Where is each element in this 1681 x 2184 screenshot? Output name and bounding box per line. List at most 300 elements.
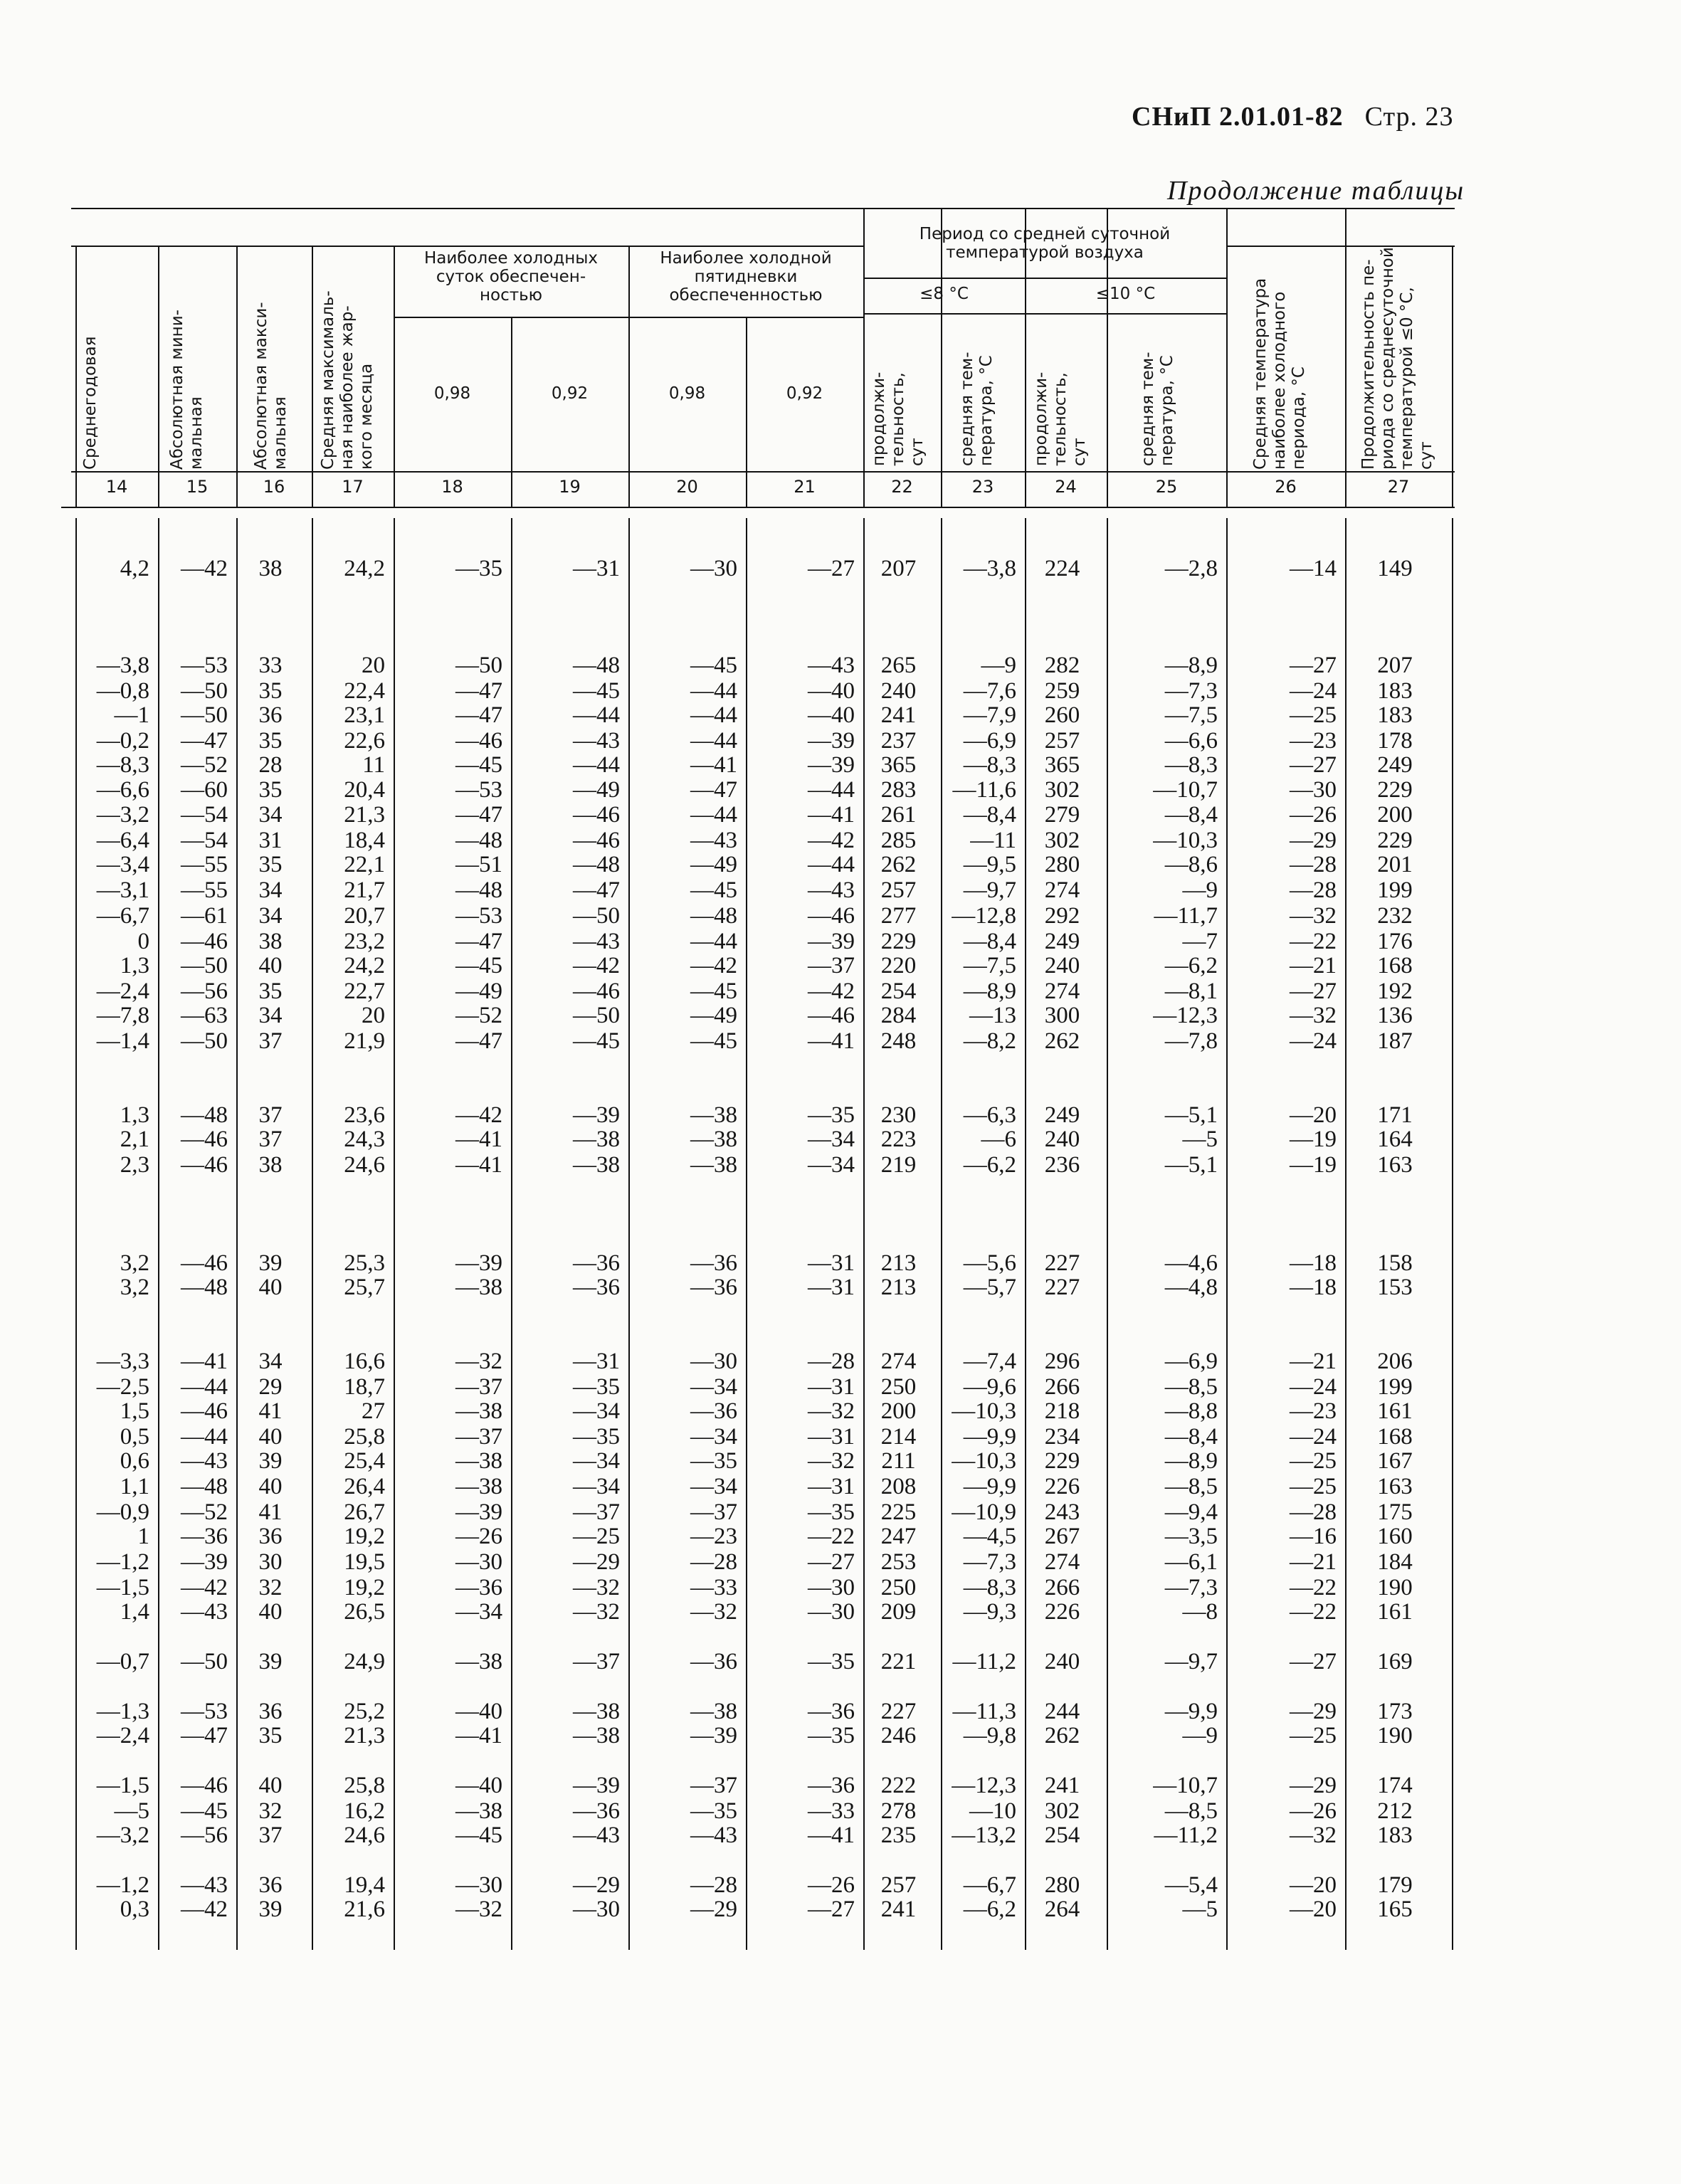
table-cell: 234 (1044, 1424, 1080, 1450)
table-cell: —9,6 (963, 1374, 1016, 1400)
table-cell: —63 (181, 1003, 228, 1028)
table-cell: —48 (455, 877, 502, 903)
table-cell: 20,4 (344, 777, 385, 803)
table-cell: —53 (455, 903, 502, 929)
header-c23: средняя тем- пература, °С (958, 352, 996, 466)
table-cell: —45 (455, 953, 502, 978)
table-cell: 35 (258, 1723, 283, 1748)
table-cell: 22,7 (344, 978, 385, 1004)
table-cell: —11,7 (1154, 903, 1218, 929)
table-cell: 22,6 (344, 728, 385, 754)
table-cell: —8,2 (963, 1028, 1016, 1054)
table-cell: —36 (573, 1275, 620, 1300)
table-cell: 24,2 (344, 556, 385, 581)
table-cell: —22 (1290, 929, 1337, 954)
table-cell: 40 (258, 1599, 283, 1625)
table-continuation-caption: Продолжение таблицы (1167, 176, 1465, 206)
table-cell: —52 (455, 1003, 502, 1028)
table-cell: —24 (1290, 1028, 1337, 1054)
table-cell: —26 (455, 1524, 502, 1549)
table-cell: —46 (808, 903, 855, 929)
table-cell: —25 (1290, 1448, 1337, 1474)
table-cell: 274 (880, 1349, 917, 1374)
table-cell: —45 (690, 1028, 737, 1054)
table-cell: —38 (573, 1723, 620, 1748)
table-cell: 160 (1377, 1524, 1413, 1549)
table-cell: —6,9 (1164, 1349, 1218, 1374)
table-cell: —41 (808, 1822, 855, 1848)
table-cell: 40 (258, 953, 283, 978)
table-cell: 16,6 (344, 1349, 385, 1374)
table-cell: —47 (455, 702, 502, 728)
table-cell: —30 (808, 1575, 855, 1600)
table-cell: —5,1 (1164, 1152, 1218, 1178)
table-cell: —0,7 (96, 1649, 149, 1674)
table-cell: 229 (1044, 1448, 1080, 1474)
header-c20: 0,98 (668, 384, 706, 403)
table-cell: —8,5 (1164, 1474, 1218, 1499)
table-cell: 33 (258, 653, 283, 678)
table-cell: —40 (455, 1773, 502, 1798)
table-cell: 1,3 (120, 953, 149, 978)
table-cell: 1,3 (120, 1102, 149, 1128)
table-cell: —13,2 (952, 1822, 1016, 1848)
table-cell: —46 (808, 1003, 855, 1028)
table-cell: —38 (690, 1127, 737, 1152)
table-cell: —45 (573, 678, 620, 704)
table-cell: —3,8 (96, 653, 149, 678)
table-cell: —8,1 (1164, 978, 1218, 1004)
table-cell: —7,3 (963, 1549, 1016, 1575)
table-cell: 24,2 (344, 953, 385, 978)
table-cell: —46 (181, 1127, 228, 1152)
table-cell: —43 (690, 828, 737, 853)
table-cell: —12,3 (952, 1773, 1016, 1798)
table-top-rule (71, 208, 1455, 209)
table-cell: 158 (1377, 1250, 1413, 1276)
table-cell: —32 (690, 1599, 737, 1625)
table-cell: —56 (181, 978, 228, 1004)
table-cell: 240 (1044, 953, 1080, 978)
table-cell: —32 (1290, 903, 1337, 929)
table-cell: —8,4 (963, 802, 1016, 828)
column-number: 18 (441, 477, 463, 497)
column-number: 20 (676, 477, 698, 497)
table-cell: 41 (258, 1499, 283, 1525)
table-cell: —11 (970, 828, 1016, 853)
table-cell: 23,2 (344, 929, 385, 954)
table-cell: —46 (181, 1773, 228, 1798)
table-cell: —44 (808, 852, 855, 877)
table-cell: 41 (258, 1398, 283, 1424)
column-number: 15 (186, 477, 209, 497)
table-cell: —24 (1290, 1424, 1337, 1450)
table-cell: —42 (808, 978, 855, 1004)
group-sub-rule-3 (863, 313, 1226, 315)
table-cell: 237 (880, 728, 917, 754)
table-cell: —44 (573, 702, 620, 728)
table-cell: —0,2 (96, 728, 149, 754)
table-cell: 274 (1044, 877, 1080, 903)
table-cell: —35 (573, 1374, 620, 1400)
table-cell: —10,3 (952, 1448, 1016, 1474)
table-cell: —48 (181, 1474, 228, 1499)
table-cell: —8,3 (96, 752, 149, 778)
table-cell: —38 (455, 1649, 502, 1674)
table-cell: —52 (181, 1499, 228, 1525)
table-cell: 214 (880, 1424, 917, 1450)
table-cell: —38 (690, 1699, 737, 1724)
table-cell: —42 (808, 828, 855, 853)
table-cell: —35 (455, 556, 502, 581)
table-cell: 1,1 (120, 1474, 149, 1499)
table-cell: —9,5 (963, 852, 1016, 877)
table-cell: —55 (181, 852, 228, 877)
table-cell: 173 (1377, 1699, 1413, 1724)
header-c16: Абсолютная макси- мальная (252, 302, 290, 470)
table-cell: —48 (573, 852, 620, 877)
table-cell: 37 (258, 1822, 283, 1848)
table-cell: 300 (1044, 1003, 1080, 1028)
table-cell: 257 (880, 1872, 917, 1898)
header-col-rule (75, 246, 77, 507)
table-cell: —47 (455, 929, 502, 954)
table-cell: 18,4 (344, 828, 385, 853)
table-cell: —8,5 (1164, 1374, 1218, 1400)
table-cell: —27 (1290, 653, 1337, 678)
table-cell: 274 (1044, 1549, 1080, 1575)
table-cell: —38 (455, 1798, 502, 1824)
header-c21: 0,92 (786, 384, 823, 403)
table-cell: —7,5 (963, 953, 1016, 978)
header-upper-rule (71, 246, 863, 247)
table-cell: 213 (880, 1275, 917, 1300)
table-cell: —44 (690, 678, 737, 704)
table-cell: —24 (1290, 1374, 1337, 1400)
table-cell: 34 (258, 877, 283, 903)
table-cell: —43 (181, 1448, 228, 1474)
table-cell: —31 (808, 1424, 855, 1450)
table-cell: —53 (181, 653, 228, 678)
header-c26: Средняя температура наиболее холодного периода, °С (1251, 278, 1308, 470)
table-cell: —34 (690, 1374, 737, 1400)
table-cell: 199 (1377, 1374, 1413, 1400)
table-cell: 285 (880, 828, 917, 853)
table-cell: —39 (808, 752, 855, 778)
table-cell: 207 (880, 556, 917, 581)
table-cell: —6,4 (96, 828, 149, 853)
table-cell: —27 (808, 556, 855, 581)
header-col-rule (1452, 246, 1453, 507)
table-cell: —31 (573, 556, 620, 581)
table-cell: 283 (880, 777, 917, 803)
table-cell: 266 (1044, 1374, 1080, 1400)
table-cell: —21 (1290, 953, 1337, 978)
table-cell: —39 (573, 1773, 620, 1798)
table-cell: 161 (1377, 1398, 1413, 1424)
table-cell: —9 (1182, 1723, 1218, 1748)
table-cell: 201 (1377, 852, 1413, 877)
table-cell: —48 (181, 1275, 228, 1300)
table-cell: —9,9 (963, 1424, 1016, 1450)
table-cell: —2,5 (96, 1374, 149, 1400)
page-header (1132, 101, 1454, 132)
table-cell: —10,3 (1153, 828, 1218, 853)
table-cell: —7,4 (963, 1349, 1016, 1374)
table-cell: 38 (258, 1152, 283, 1178)
table-cell: —41 (808, 1028, 855, 1054)
header-bottom-rule (71, 471, 1455, 473)
table-cell: 149 (1377, 556, 1413, 581)
table-cell: 209 (880, 1599, 917, 1625)
table-cell: —7,3 (1164, 678, 1218, 704)
table-cell: —1,2 (96, 1872, 149, 1898)
table-cell: —10 (969, 1798, 1016, 1824)
table-cell: 262 (880, 852, 917, 877)
table-cell: 250 (880, 1575, 917, 1600)
table-cell: 175 (1377, 1499, 1413, 1525)
table-cell: 232 (1377, 903, 1413, 929)
table-cell: 174 (1377, 1773, 1413, 1798)
table-cell: —44 (808, 777, 855, 803)
table-cell: —38 (690, 1152, 737, 1178)
table-cell: —48 (181, 1102, 228, 1128)
table-cell: 365 (1044, 752, 1080, 778)
table-cell: —36 (690, 1275, 737, 1300)
table-cell: 221 (880, 1649, 917, 1674)
table-cell: —27 (1290, 978, 1337, 1004)
table-cell: —34 (573, 1474, 620, 1499)
body-col-rule (1452, 518, 1453, 1950)
table-cell: 23,1 (344, 702, 385, 728)
table-cell: —43 (573, 1822, 620, 1848)
page-number: Стр. 23 (1364, 102, 1454, 132)
table-cell: —43 (808, 653, 855, 678)
header-col-rule (158, 246, 159, 507)
table-cell: 292 (1044, 903, 1080, 929)
table-cell: 0,5 (120, 1424, 149, 1450)
table-cell: 3,2 (120, 1275, 149, 1300)
header-col-rule (1345, 208, 1347, 507)
column-number: 19 (559, 477, 581, 497)
table-cell: 199 (1377, 877, 1413, 903)
table-cell: —9,4 (1164, 1499, 1218, 1525)
table-cell: —30 (690, 1349, 737, 1374)
table-cell: —49 (455, 978, 502, 1004)
table-cell: —39 (808, 728, 855, 754)
header-c22: продолжи- тельность, сут (870, 371, 927, 466)
table-cell: 163 (1377, 1474, 1413, 1499)
table-cell: —40 (808, 702, 855, 728)
table-cell: 19,5 (344, 1549, 385, 1575)
table-cell: 22,4 (344, 678, 385, 704)
table-cell: —23 (1290, 1398, 1337, 1424)
table-cell: —55 (181, 877, 228, 903)
table-cell: 176 (1377, 929, 1413, 954)
table-cell: —29 (1290, 828, 1337, 853)
table-cell: —43 (690, 1822, 737, 1848)
table-cell: —25 (573, 1524, 620, 1549)
header-group-10c: ≤10 °С (1095, 285, 1156, 303)
table-cell: —28 (808, 1349, 855, 1374)
table-cell: 165 (1377, 1897, 1413, 1922)
table-cell: —38 (455, 1275, 502, 1300)
table-cell: —30 (573, 1897, 620, 1922)
table-cell: —38 (573, 1699, 620, 1724)
table-cell: —30 (808, 1599, 855, 1625)
table-cell: —49 (690, 852, 737, 877)
table-cell: —6,7 (963, 1872, 1016, 1898)
table-cell: —35 (808, 1649, 855, 1674)
table-cell: —4,5 (963, 1524, 1016, 1549)
table-cell: —11,3 (952, 1699, 1016, 1724)
table-cell: —48 (690, 903, 737, 929)
table-cell: —6,6 (96, 777, 149, 803)
column-number: 23 (971, 477, 994, 497)
table-cell: 22,1 (344, 852, 385, 877)
table-cell: —47 (455, 802, 502, 828)
table-cell: —5 (1182, 1897, 1218, 1922)
table-cell: —37 (573, 1649, 620, 1674)
table-cell: —43 (573, 929, 620, 954)
table-cell: —35 (808, 1499, 855, 1525)
table-cell: —6,2 (1164, 953, 1218, 978)
table-cell: 280 (1044, 1872, 1080, 1898)
table-cell: 253 (880, 1549, 917, 1575)
table-cell: —31 (808, 1275, 855, 1300)
table-cell: —3,8 (963, 556, 1016, 581)
table-cell: —21 (1290, 1549, 1337, 1575)
table-cell: —10,7 (1153, 777, 1218, 803)
table-cell: 250 (880, 1374, 917, 1400)
table-cell: 254 (1044, 1822, 1080, 1848)
table-cell: —27 (1290, 752, 1337, 778)
table-cell: —32 (808, 1448, 855, 1474)
table-cell: —9,9 (963, 1474, 1016, 1499)
table-cell: 284 (880, 1003, 917, 1028)
table-cell: —41 (808, 802, 855, 828)
table-cell: —26 (808, 1872, 855, 1898)
table-cell: 235 (880, 1822, 917, 1848)
table-cell: —35 (808, 1723, 855, 1748)
table-cell: —45 (455, 1822, 502, 1848)
header-c14: Среднегодовая (81, 336, 100, 470)
table-cell: —3,4 (96, 852, 149, 877)
table-cell: —53 (181, 1699, 228, 1724)
table-cell: —42 (573, 953, 620, 978)
table-cell: —56 (181, 1822, 228, 1848)
header-group-8c: ≤8 °С (919, 285, 969, 303)
table-cell: —38 (455, 1448, 502, 1474)
table-cell: —4,6 (1164, 1250, 1218, 1276)
table-cell: 37 (258, 1102, 283, 1128)
table-cell: 136 (1377, 1003, 1413, 1028)
table-cell: 34 (258, 1349, 283, 1374)
table-cell: —25 (1290, 1474, 1337, 1499)
table-cell: —36 (808, 1699, 855, 1724)
table-cell: —36 (808, 1773, 855, 1798)
table-cell: 226 (1044, 1599, 1080, 1625)
header-col-rule (312, 246, 313, 507)
table-cell: —8,5 (1164, 1798, 1218, 1824)
table-cell: 243 (1044, 1499, 1080, 1525)
table-cell: 1,4 (120, 1599, 149, 1625)
table-cell: —34 (808, 1127, 855, 1152)
table-cell: 264 (1044, 1897, 1080, 1922)
table-cell: 31 (258, 828, 283, 853)
table-cell: 38 (258, 556, 283, 581)
table-cell: —14 (1290, 556, 1337, 581)
table-cell: —36 (690, 1649, 737, 1674)
table-cell: —5,6 (963, 1250, 1016, 1276)
table-cell: 302 (1044, 1798, 1080, 1824)
table-cell: —45 (181, 1798, 228, 1824)
table-cell: 26,4 (344, 1474, 385, 1499)
table-cell: —30 (1290, 777, 1337, 803)
table-cell: —2,4 (96, 1723, 149, 1748)
table-cell: —29 (1290, 1773, 1337, 1798)
table-cell: 257 (1044, 728, 1080, 754)
table-cell: —34 (455, 1599, 502, 1625)
table-cell: —34 (808, 1152, 855, 1178)
table-cell: —32 (573, 1575, 620, 1600)
table-cell: —40 (808, 678, 855, 704)
table-cell: —7,5 (1164, 702, 1218, 728)
table-cell: —38 (455, 1474, 502, 1499)
table-cell: —6,2 (963, 1897, 1016, 1922)
table-cell: 39 (258, 1649, 283, 1674)
table-cell: —31 (808, 1250, 855, 1276)
column-number: 22 (891, 477, 913, 497)
table-cell: —10,7 (1153, 1773, 1218, 1798)
table-cell: —44 (690, 728, 737, 754)
table-cell: 220 (880, 953, 917, 978)
table-cell: —52 (181, 752, 228, 778)
table-cell: —38 (455, 1398, 502, 1424)
table-cell: 229 (1377, 777, 1413, 803)
table-cell: 246 (880, 1723, 917, 1748)
table-cell: —36 (181, 1524, 228, 1549)
table-cell: 229 (880, 929, 917, 954)
table-cell: —12,8 (952, 903, 1016, 929)
table-cell: —8 (1182, 1599, 1218, 1625)
table-cell: 24,6 (344, 1822, 385, 1848)
table-cell: —6 (981, 1127, 1016, 1152)
header-group-cold-fiveday: Наиболее холодной пятидневки обеспеченностью (660, 249, 832, 305)
table-cell: 230 (880, 1102, 917, 1128)
table-cell: —50 (573, 903, 620, 929)
table-cell: 35 (258, 777, 283, 803)
table-cell: —37 (690, 1499, 737, 1525)
table-cell: —47 (181, 728, 228, 754)
table-cell: —29 (573, 1872, 620, 1898)
table-cell: —9,8 (963, 1723, 1016, 1748)
table-cell: —3,3 (96, 1349, 149, 1374)
table-cell: —9,7 (963, 877, 1016, 903)
table-cell: —9,9 (1164, 1699, 1218, 1724)
table-cell: —47 (690, 777, 737, 803)
table-cell: —6,2 (963, 1152, 1016, 1178)
column-number: 26 (1275, 477, 1297, 497)
table-cell: 0 (137, 929, 149, 954)
table-cell: —25 (1290, 702, 1337, 728)
table-cell: 224 (1044, 556, 1080, 581)
table-cell: 277 (880, 903, 917, 929)
colnum-bottom-rule (61, 507, 1455, 508)
table-cell: —2,8 (1164, 556, 1218, 581)
table-cell: —27 (1290, 1649, 1337, 1674)
table-cell: 39 (258, 1897, 283, 1922)
